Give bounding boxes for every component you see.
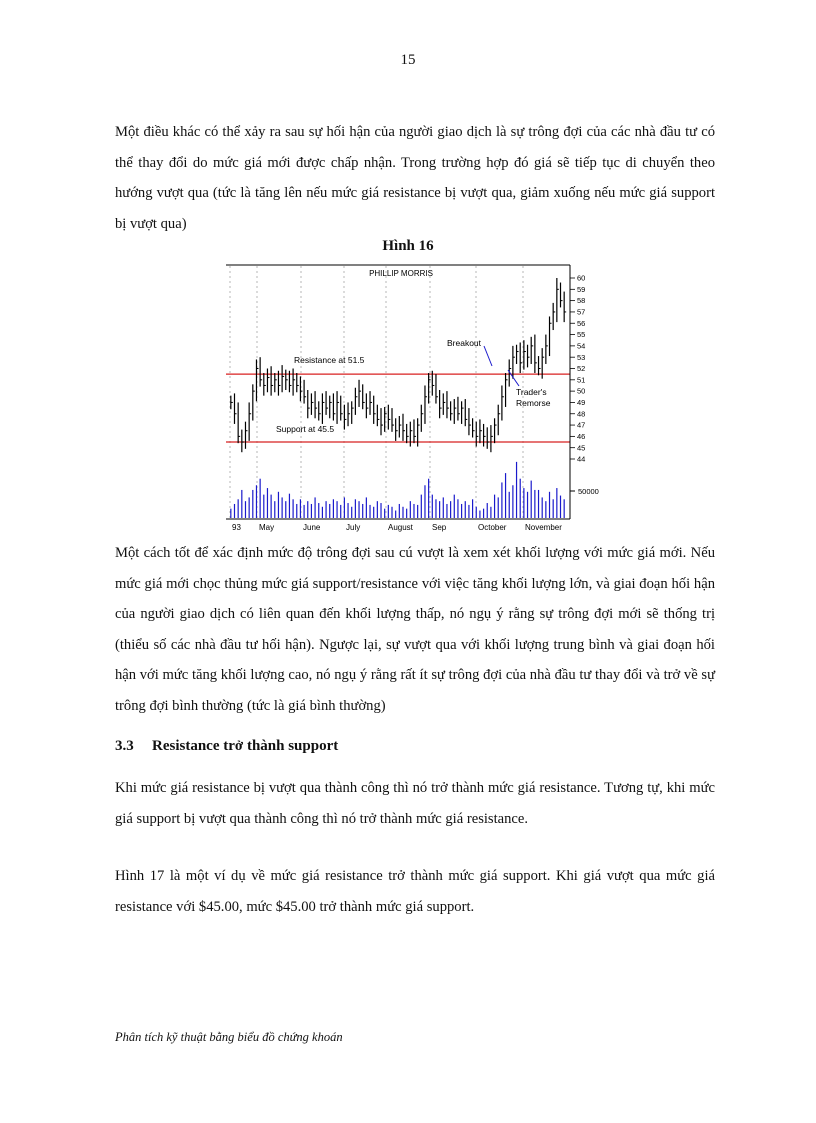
figure-title: Hình 16 bbox=[382, 238, 434, 254]
price-tick-label: 45 bbox=[577, 443, 586, 453]
price-tick-label: 48 bbox=[577, 409, 586, 419]
price-tick-label: 44 bbox=[577, 454, 586, 464]
price-tick-label: 58 bbox=[577, 296, 586, 306]
page-footer: Phân tích kỹ thuật bằng biểu đồ chứng khoán bbox=[115, 1030, 343, 1044]
price-tick-label: 51 bbox=[577, 375, 586, 385]
section-heading bbox=[115, 738, 338, 755]
remorse-label-2: Remorse bbox=[516, 398, 551, 408]
price-tick-label: 46 bbox=[577, 431, 586, 441]
price-tick-label: 52 bbox=[577, 364, 586, 374]
paragraph-2: Một cách tốt để xác định mức độ trông đợi sau cú vượt là xem xét khối lượng với mức giá mới. Nếu mức giá mới chọc thủng mức giá support/resistance với việc tăng khối lượng lớn, và giai đoạn hối hận của người giao dịch có liên quan đến khối lượng thấp, nó ngụ ý rằng sự trông đợi mới sẽ thống trị (thiểu số các nhà đầu tư hối hận). Ngược lại, sự vượt qua với khối lượng trung bình và giai đoạn hối hận với mức tăng khối lượng cao, nó ngụ ý rằng rất ít sự trông đợi của nhà đầu tư thay đổi và trở về sự trông đợi bình thường (tức là giá bình thường) bbox=[115, 545, 715, 714]
x-tick-label: August bbox=[388, 523, 413, 532]
x-tick-label: 93 bbox=[232, 523, 241, 532]
price-tick-label: 60 bbox=[577, 273, 586, 283]
price-tick-label: 50 bbox=[577, 386, 586, 396]
section-number: 3.3 bbox=[115, 738, 134, 754]
price-tick-label: 53 bbox=[577, 352, 586, 362]
x-tick-label: May bbox=[259, 523, 275, 532]
support-label: Support at 45.5 bbox=[276, 424, 335, 434]
volume-tick-label: 50000 bbox=[578, 487, 599, 496]
price-tick-label: 57 bbox=[577, 307, 586, 317]
paragraph-1: Một điều khác có thể xảy ra sau sự hối hận của người giao dịch là sự trông đợi của các nhà đầu tư có thể thay đổi do mức giá mới được chấp nhận. Trong trường hợp đó giá sẽ tiếp tục di chuyển theo hướng vượt qua (tức là tăng lên nếu mức giá resistance bị vượt qua, giảm xuống nếu mức giá support bị vượt qua) bbox=[115, 124, 715, 232]
section-title: Resistance trở thành support bbox=[152, 738, 339, 754]
chart-title: PHILLIP MORRIS bbox=[369, 269, 433, 278]
breakout-label: Breakout bbox=[447, 338, 482, 348]
page-number: 15 bbox=[400, 52, 416, 68]
paragraph-4: Hình 17 là một ví dụ về mức giá resistance trở thành mức giá support. Khi giá vượt qua mức giá resistance với $45.00, mức $45.00 trở thành mức giá support. bbox=[115, 868, 715, 915]
x-tick-label: July bbox=[346, 523, 361, 532]
resistance-label: Resistance at 51.5 bbox=[294, 355, 365, 365]
price-tick-label: 49 bbox=[577, 398, 586, 408]
x-tick-label: November bbox=[525, 523, 562, 532]
price-tick-label: 55 bbox=[577, 330, 586, 340]
x-tick-label: June bbox=[303, 523, 321, 532]
price-tick-label: 59 bbox=[577, 284, 586, 294]
price-tick-label: 54 bbox=[577, 341, 586, 351]
price-volume-chart bbox=[226, 264, 599, 536]
x-tick-label: October bbox=[478, 523, 507, 532]
x-tick-label: Sep bbox=[432, 523, 447, 532]
remorse-label-1: Trader's bbox=[516, 387, 547, 397]
price-tick-label: 47 bbox=[577, 420, 586, 430]
paragraph-3: Khi mức giá resistance bị vượt qua thành công thì nó trở thành mức giá resistance. Tương tự, khi mức giá support bị vượt qua thành công thì nó trở thành mức giá resistance. bbox=[115, 780, 715, 827]
price-tick-label: 56 bbox=[577, 318, 586, 328]
